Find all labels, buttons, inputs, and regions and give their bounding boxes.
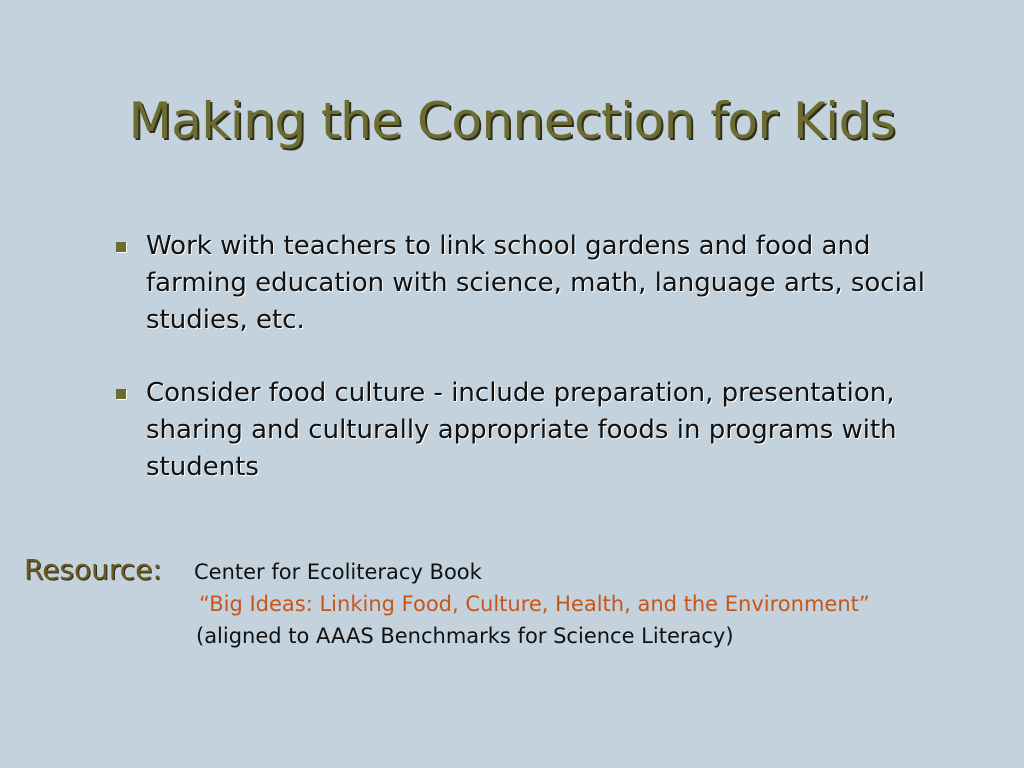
slide-title: Making the Connection for Kids: [128, 92, 896, 150]
bullet-text: Work with teachers to link school gardens and food and farming education with science, math, language arts, social studies, etc.: [146, 231, 925, 335]
book-note: (aligned to AAAS Benchmarks for Science Literacy): [196, 624, 734, 648]
bullet-item: [112, 375, 972, 486]
bullet-item: [112, 228, 972, 339]
book-title: “Big Ideas: Linking Food, Culture, Health, and the Environment”: [199, 592, 870, 616]
resource-label: Resource:: [24, 553, 162, 586]
bullet-text: Consider food culture - include preparation, presentation, sharing and culturally appropriate foods in programs with students: [146, 378, 897, 482]
bullet-list: [112, 228, 972, 522]
square-bullet-icon: [116, 389, 126, 399]
square-bullet-icon: [116, 242, 126, 252]
resource-source: Center for Ecoliteracy Book: [194, 560, 482, 584]
